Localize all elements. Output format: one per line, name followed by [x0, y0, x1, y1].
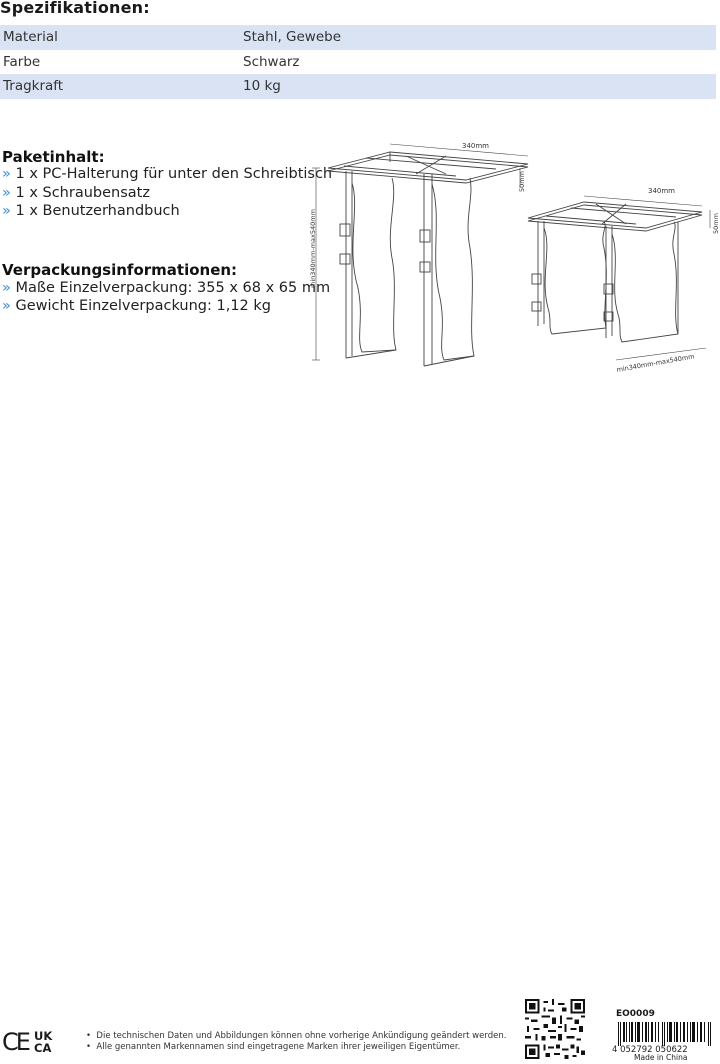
spec-row-load-capacity: [0, 74, 716, 99]
spec-key: Material: [0, 25, 240, 50]
packaging-info-title: Verpackungsinformationen:: [2, 261, 238, 279]
list-item-text: 1 x PC-Halterung für unter den Schreibtisch: [15, 166, 333, 182]
disclaimer-text: Die technischen Daten und Abbildungen können ohne vorherige Ankündigung geändert werden.: [96, 1031, 507, 1041]
spec-value: Schwarz: [243, 53, 300, 70]
ce-mark-logo: CE: [2, 1028, 28, 1056]
product-code: EO0009: [616, 1009, 655, 1019]
dimension-label: min340mm-max540mm: [615, 352, 696, 374]
disclaimer-text: Alle genannten Markennamen sind eingetragene Marken ihrer jeweiligen Eigentümer.: [96, 1042, 461, 1052]
holder-drawing-left: [309, 142, 528, 366]
ukca-bottom: CA: [34, 1041, 52, 1055]
qr-code-icon: [525, 998, 585, 1060]
bullet-icon: »: [2, 298, 11, 314]
bullet-icon: »: [2, 203, 11, 219]
dimension-label: 340mm: [648, 187, 675, 195]
spec-value: 10 kg: [240, 74, 716, 99]
list-item: [2, 280, 330, 296]
disclaimer-line: [86, 1031, 506, 1041]
technical-drawing: [306, 138, 720, 378]
dimension-label: 340mm: [462, 142, 489, 150]
ukca-mark-logo: [34, 1030, 52, 1054]
holder-drawing-right: [528, 187, 720, 374]
list-item: [2, 203, 180, 219]
specifications-table: [0, 25, 716, 99]
bullet-icon: •: [86, 1031, 92, 1041]
spec-key: Farbe: [3, 53, 41, 70]
dimension-label: 50mm: [712, 213, 720, 234]
made-in-label: Made in China: [634, 1053, 688, 1062]
barcode-icon: [612, 1022, 718, 1046]
dimension-label: min340mm-max540mm: [309, 209, 317, 288]
ukca-top: UK: [34, 1029, 53, 1043]
spec-row-material: [0, 25, 716, 50]
bullet-icon: »: [2, 166, 11, 182]
list-item: [2, 166, 332, 182]
specifications-title: Spezifikationen:: [0, 0, 150, 17]
list-item-text: 1 x Benutzerhandbuch: [15, 203, 180, 219]
spec-key: Tragkraft: [0, 74, 240, 99]
bullet-icon: »: [2, 185, 11, 201]
spec-value: Stahl, Gewebe: [240, 25, 716, 50]
list-item-text: Gewicht Einzelverpackung: 1,12 kg: [15, 298, 271, 314]
list-item-text: Maße Einzelverpackung: 355 x 68 x 65 mm: [15, 280, 331, 296]
disclaimer-line: [86, 1042, 460, 1052]
bullet-icon: •: [86, 1042, 92, 1052]
bullet-icon: »: [2, 280, 11, 296]
spec-row-color: [0, 50, 716, 75]
list-item: [2, 185, 150, 201]
dimension-label: 50mm: [518, 171, 526, 192]
list-item-text: 1 x Schraubensatz: [15, 185, 150, 201]
list-item: [2, 298, 271, 314]
barcode-number: 4 052792 050622: [612, 1045, 688, 1055]
package-contents-title: Paketinhalt:: [2, 148, 105, 166]
